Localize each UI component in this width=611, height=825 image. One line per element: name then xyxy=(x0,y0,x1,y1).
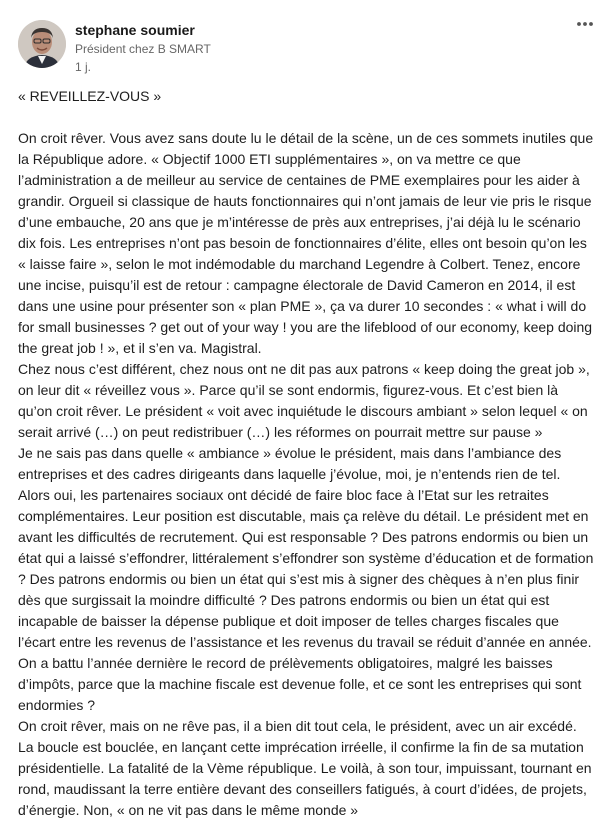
author-name[interactable]: stephane soumier xyxy=(75,22,195,38)
post-paragraph: On croit rêver, mais on ne rêve pas, il a bien dit tout cela, le président, avec un air excédé. La boucle est bouclée, en lançant cette imprécation irréelle, il confirme la fin de sa mutation présidentielle. La fatalité de la Vème république. Le voilà, à son tour, impuissant, tournant en rond, maudissant la terre entière devant des conseillers fatigués, à court d’idées, de projets, d’énergie. Non, « on ne vit pas dans le même monde » xyxy=(18,718,592,818)
author-headline: Président chez B SMART xyxy=(75,41,211,56)
post-header xyxy=(18,20,211,75)
post-paragraph: Je ne sais pas dans quelle « ambiance » évolue le président, mais dans l’ambiance des entreprises et des cadres dirigeants dans laquelle j’évolue, moi, je n’entends rien de tel. Alors oui, les partenaires sociaux ont décidé de faire bloc face à l’Etat sur les retraites complémentaires. Leur position est discutable, mais ça relève du détail. Le président met en avant les difficultés de recrutement. Qui est responsable ? Des patrons endormis ou bien un état qui a laissé s’effondrer, littéralement s’effondrer son système d’éducation et de formation ? Des patrons endormis ou bien un état qui s’est mis à signer des chèques à n’en plus finir dès que surgissait la moindre difficulté ? Des patrons endormis ou bien un état qui est incapable de baisser la dépense publique et doit imposer de telles charges fiscales que l’écart entre les revenus de l’assistance et les revenus du travail se réduit d’année en année. On a battu l’année dernière le record de prélèvements obligatoires, malgré les baisses d’impôts, parce que la machine fiscale est devenue folle, et ce sont les entreprises qui sont endormies ? xyxy=(18,445,594,713)
ellipsis-horizontal-icon xyxy=(576,21,594,27)
post-title: « REVEILLEZ-VOUS » xyxy=(18,88,162,104)
author-info xyxy=(75,22,211,75)
post-body xyxy=(18,86,595,821)
author-photo xyxy=(18,20,66,68)
author-avatar[interactable] xyxy=(18,20,66,68)
post-timestamp: 1 j. xyxy=(75,59,92,74)
post-paragraph: Chez nous c’est différent, chez nous ont ne dit pas aux patrons « keep doing the great job », on leur dit « réveillez vous ». Parce qu’il se sont endormis, figurez-vous. Et c’est bien là qu’on croit rêver. Le président « voit avec inquiétude le discours ambiant » selon lequel « on serait arrivé (…) on peut redistribuer (…) les réformes on pourrait mettre sur pause » xyxy=(18,361,590,440)
more-options-button[interactable] xyxy=(573,14,597,34)
post-paragraph: On croit rêver. Vous avez sans doute lu le détail de la scène, un de ces sommets inutiles que la République adore. « Objectif 1000 ETI supplémentaires », on va mettre ce que l’administration a de meilleur au service de centaines de PME exemplaires pour les aider à grandir. Orgueil si classique de hauts fonctionnaires qui n’ont jamais de leur vie pris le risque d’une embauche, 20 ans que je m’intéresse de près aux entreprises, j’ai déjà lu le scénario dix fois. Les entreprises n’ont pas besoin de fonctionnaires d’élite, elles ont besoin qu’on les « laisse faire », selon le mot indémodable du marchand Legendre à Colbert. Tenez, encore une incise, puisqu’il est de retour : campagne électorale de David Cameron en 2014, il est dans une usine pour présenter son « plan PME », ça va durer 10 secondes : « what i will do for small businesses ? get out of your way ! you are the lifeblood of our economy, keep doing the great job ! », et il s’en va. Magistral. xyxy=(18,130,594,356)
